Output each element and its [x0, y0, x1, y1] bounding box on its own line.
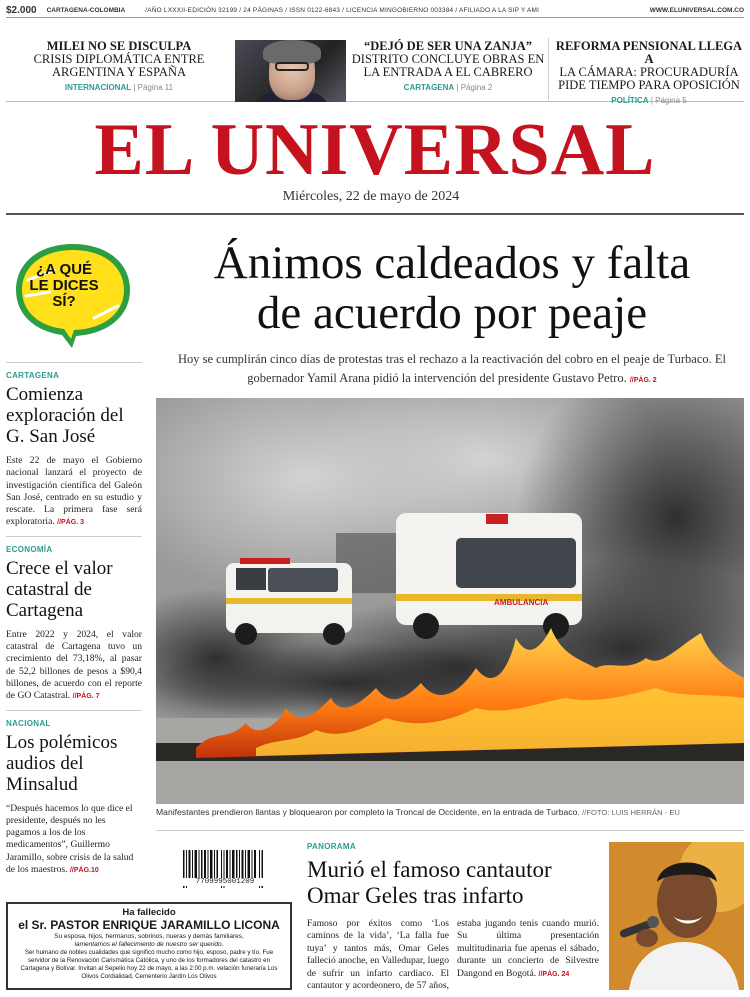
- teaser-line: ARGENTINA Y ESPAÑA: [51, 65, 187, 79]
- page-ref: //PÁG. 3: [57, 519, 84, 527]
- page-ref: //PÁG. 7: [72, 693, 100, 701]
- main-deck: Hoy se cumplirán cinco días de protestas tras el rechazo a la reactivación del cobro en el peaje de Turbaco. El gobernador Yamil Arana pidió la intervención del presidente Gustavo Petro. //PÁG. 2: [177, 352, 727, 385]
- teaser-line: LA ENTRADA A EL CABRERO: [363, 65, 533, 79]
- top-info-bar: [6, 4, 744, 18]
- teaser-strip: [6, 36, 744, 105]
- obit-name: el Sr. PASTOR ENRIQUE JARAMILLO LICONA: [18, 918, 280, 932]
- edition-city: CARTAGENA-COLOMBIA: [46, 7, 126, 14]
- ambulance-label: AMBULANCIA: [494, 598, 549, 607]
- masthead-logo: EL UNIVERSAL: [94, 109, 656, 191]
- website-link[interactable]: WWW.ELUNIVERSAL.COM.CO: [649, 7, 744, 14]
- story-body: Entre 2022 y 2024, el valor catastral de Cartagena tuvo un crecimiento del 73,18%, al pasar de 52,2 billones de pesos a $90,4 billones, de acuerdo con el reporte de GO Catastral. //PÁG. 7: [6, 628, 142, 702]
- divider: [6, 710, 142, 711]
- obituary-notice: [6, 902, 292, 990]
- glasses-icon: [275, 62, 309, 71]
- teaser-cartagena[interactable]: [350, 40, 546, 92]
- story-economia[interactable]: [6, 545, 142, 704]
- cover-price: $2.000: [6, 5, 37, 16]
- page-ref: //PÁG.10: [69, 867, 99, 875]
- ambulance-right: [396, 513, 582, 639]
- section-name: POLÍTICA: [611, 96, 649, 105]
- section-name: INTERNACIONAL: [64, 83, 132, 92]
- teaser-politica[interactable]: [554, 40, 744, 105]
- singer-figure: [609, 842, 744, 990]
- story-headline: Crece el valor catastral de Cartagena: [6, 557, 113, 621]
- page-ref: //PÁG. 2: [629, 377, 657, 384]
- teaser-line: PIDE TIEMPO PARA OPOSICIÓN: [558, 78, 740, 92]
- section-page: | Página 2: [456, 83, 493, 92]
- obit-text: Ser humano de nobles cualidades que significó mucho como hijo, esposo, padre y tío. Fue servidor de la Renovación Carismática Católica, y uno de los formadores del catastro en Cartagena y Bolívar. Invitan al Sepelio hoy 22 de mayo, a las 2:00 p.m. velación funeraria Los Olivos Cordialidad, Cementerio Jardín Los Olivos: [20, 949, 278, 980]
- photo-caption: Manifestantes prendieron llantas y bloquearon por completo la Troncal de Occidente, en la entrada de Turbaco. //FOTO: LUIS HERRÁN - EU: [156, 807, 680, 817]
- story-kicker: ECONOMÍA: [6, 544, 53, 554]
- teaser-line: DISTRITO CONCLUYE OBRAS EN: [351, 52, 545, 66]
- teaser-title: “DEJÓ DE SER UNA ZANJA”: [363, 39, 533, 53]
- singer-photo: [609, 842, 744, 990]
- story-kicker: CARTAGENA: [6, 371, 60, 380]
- ambulance-left: [226, 558, 352, 645]
- teaser-line: CRISIS DIPLOMÁTICA ENTRE: [33, 52, 205, 66]
- divider: [548, 38, 549, 100]
- milei-photo: [235, 40, 346, 102]
- story-headline: Los polémicos audios del Minsalud: [6, 731, 118, 795]
- edition-info: /AÑO LXXXII-EDICIÓN 32199 / 24 PÁGINAS / ISSN 0122-6843 / LICENCIA MINGOBIERNO 003384 / AFILIADO A LA SIP Y AMI: [145, 7, 540, 14]
- story-kicker: NACIONAL: [6, 718, 51, 728]
- story-headline: Comienza exploración del G. San José: [6, 384, 124, 447]
- teaser-section: [350, 83, 546, 92]
- teaser-line: LA CÁMARA: PROCURADURÍA: [559, 65, 739, 79]
- teaser-section: [554, 96, 744, 105]
- story-kicker: PANORAMA: [307, 842, 356, 851]
- obit-text: lamentamos el fallecimiento de nuestro ser querido.: [74, 941, 224, 948]
- teaser-title: MILEI NO SE DISCULPA: [46, 39, 192, 53]
- promo-badge[interactable]: [14, 240, 132, 350]
- main-photo: [156, 398, 744, 804]
- divider: [6, 362, 142, 363]
- divider: [6, 213, 744, 215]
- protest-scene: [156, 398, 744, 804]
- story-cartagena[interactable]: [6, 371, 142, 530]
- story-body: Este 22 de mayo el Gobierno nacional lanzará el proyecto de investigación científica del Galeón San José, centrado en su estudio y rescate. La primera fase será exploratoria. //PÁG. 3: [6, 455, 142, 528]
- left-column: [6, 362, 142, 877]
- barcode-number: 7709995001209: [180, 878, 270, 886]
- page-ref: //PÁG. 24: [538, 970, 570, 978]
- promo-badge-text: ¿A QUÉ LE DICES SÍ?: [29, 261, 99, 310]
- panorama-body: Famoso por éxitos como ‘Los caminos de la vida’, ‘La falla fue tuya’ y tantos más, Omar Geles falleció anoche, en Valledupar, luego de sufrir un infarto cardiaco. El cantautor y acordeonero, de 57 años, estaba jugando tenis cuando murió. Su última presentación multitudinaria fue apenas el sábado, durante un concierto de Silvestre Dangond en Bogotá. //PÁG. 24: [307, 918, 599, 992]
- section-page: | Página 11: [133, 83, 174, 92]
- teaser-title: REFORMA PENSIONAL LLEGA A: [555, 39, 743, 66]
- section-page: | Página 5: [650, 96, 687, 105]
- issue-date: Miércoles, 22 de mayo de 2024: [282, 189, 460, 204]
- obit-text: Su esposa, hijos, hermanos, sobrinos, nueras y demás familiares,: [54, 933, 244, 940]
- story-nacional[interactable]: [6, 719, 142, 878]
- divider: [156, 830, 744, 831]
- panorama-headline[interactable]: Murió el famoso cantautor Omar Geles tras infarto: [307, 857, 552, 908]
- photo-credit: //FOTO: LUIS HERRÁN - EU: [582, 808, 680, 817]
- divider: [6, 536, 142, 537]
- story-body: “Después hacemos lo que dice el presidente, después no les pagamos a los de los medicamentos”, Guillermo Jaramillo, sobre crisis de la salud de los maestros. //PÁG.10: [6, 802, 134, 876]
- main-headline[interactable]: Ánimos caldeados y falta de acuerdo por peaje: [213, 237, 691, 339]
- obit-title: Ha fallecido: [122, 907, 176, 918]
- teaser-international[interactable]: [6, 40, 232, 92]
- section-name: CARTAGENA: [403, 83, 455, 92]
- teaser-section: [6, 83, 232, 92]
